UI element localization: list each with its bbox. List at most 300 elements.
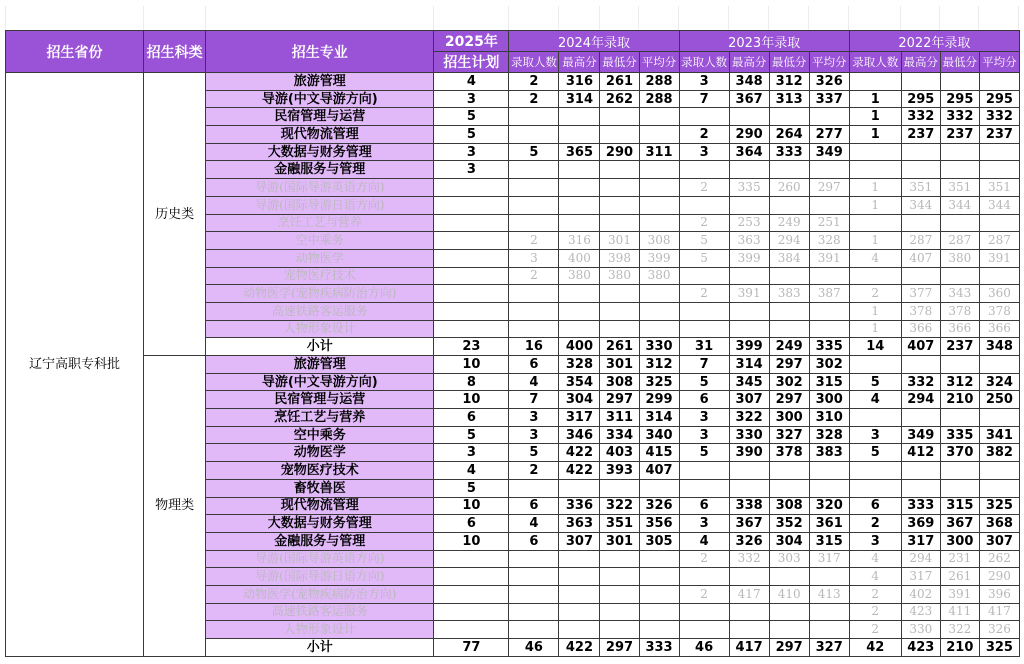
province-cell: 辽宁高职专科批	[6, 73, 144, 657]
y22-max: 332	[901, 373, 940, 391]
y23-min	[769, 462, 809, 480]
y24-count	[509, 585, 559, 603]
y22-min: 210	[940, 391, 979, 409]
table-row	[6, 356, 1020, 374]
y24-max	[559, 479, 600, 497]
y22-max: 423	[901, 603, 940, 621]
plan-count: 10	[434, 497, 509, 515]
plan-count: 6	[434, 409, 509, 427]
y22-avg: 341	[979, 426, 1019, 444]
y22-min	[940, 161, 979, 179]
y23-min: 303	[769, 550, 809, 568]
y24-avg	[639, 108, 679, 126]
major-name: 烹饪工艺与营养	[206, 214, 434, 232]
y24-min	[600, 126, 639, 144]
major-name: 旅游管理	[206, 73, 434, 91]
header-category: 招生科类	[144, 31, 206, 73]
y22-count: 1	[849, 232, 901, 250]
plan-count: 6	[434, 515, 509, 533]
y22-avg: 287	[979, 232, 1019, 250]
y23-max: 335	[729, 179, 769, 197]
y24-min: 261	[600, 73, 639, 91]
y22-max	[901, 73, 940, 91]
y23-max: 390	[729, 444, 769, 462]
y23-avg	[809, 108, 849, 126]
y24-count: 16	[509, 338, 559, 356]
y23-count: 3	[679, 143, 729, 161]
y24-min: 311	[600, 409, 639, 427]
y22-max: 344	[901, 196, 940, 214]
y24-max: 328	[559, 356, 600, 374]
major-name: 动物医学	[206, 444, 434, 462]
y22-avg: 360	[979, 285, 1019, 303]
major-name: 动物医学	[206, 249, 434, 267]
plan-count: 5	[434, 426, 509, 444]
y24-avg	[639, 568, 679, 586]
y24-avg: 340	[639, 426, 679, 444]
y22-avg: 366	[979, 320, 1019, 338]
y24-count	[509, 550, 559, 568]
y23-max: 332	[729, 550, 769, 568]
y22-count: 4	[849, 391, 901, 409]
y23-count	[679, 462, 729, 480]
y23-min: 264	[769, 126, 809, 144]
y24-avg	[639, 621, 679, 639]
y24-min	[600, 585, 639, 603]
y24-max	[559, 179, 600, 197]
y24-count: 3	[509, 426, 559, 444]
y24-avg	[639, 214, 679, 232]
y22-avg: 250	[979, 391, 1019, 409]
y24-min	[600, 285, 639, 303]
y24-min	[600, 621, 639, 639]
y23-max	[729, 462, 769, 480]
y24-min	[600, 161, 639, 179]
y22-min	[940, 73, 979, 91]
plan-count	[434, 568, 509, 586]
y22-min: 332	[940, 108, 979, 126]
y24-min	[600, 568, 639, 586]
y23-max	[729, 621, 769, 639]
y23-count	[679, 621, 729, 639]
y24-avg: 330	[639, 338, 679, 356]
header-year-2024: 2024年录取	[509, 31, 679, 52]
y24-min	[600, 550, 639, 568]
y22-avg	[979, 73, 1019, 91]
y22-max: 407	[901, 338, 940, 356]
y24-avg: 314	[639, 409, 679, 427]
y23-avg	[809, 161, 849, 179]
y24-count: 6	[509, 497, 559, 515]
y22-avg: 344	[979, 196, 1019, 214]
y23-min	[769, 603, 809, 621]
y22-max: 317	[901, 532, 940, 550]
y22-count: 1	[849, 126, 901, 144]
y24-count: 2	[509, 232, 559, 250]
y22-avg	[979, 409, 1019, 427]
y23-min: 249	[769, 338, 809, 356]
y22-max	[901, 267, 940, 285]
y22-avg: 324	[979, 373, 1019, 391]
y22-count	[849, 143, 901, 161]
y22-min: 411	[940, 603, 979, 621]
y24-count: 5	[509, 444, 559, 462]
y24-count	[509, 126, 559, 144]
y22-avg: 295	[979, 90, 1019, 108]
major-name: 动物医学(宠物疾病防治方向)	[206, 285, 434, 303]
y22-avg: 368	[979, 515, 1019, 533]
y23-count: 6	[679, 497, 729, 515]
y24-avg: 333	[639, 639, 679, 657]
y24-min: 380	[600, 267, 639, 285]
header-row-1	[6, 31, 1020, 52]
header-plan-line2: 招生计划	[434, 52, 509, 73]
major-name: 宠物医疗技术	[206, 462, 434, 480]
y23-count: 3	[679, 426, 729, 444]
plan-count	[434, 214, 509, 232]
y23-avg: 251	[809, 214, 849, 232]
y22-max	[901, 462, 940, 480]
y23-max: 348	[729, 73, 769, 91]
y23-avg: 277	[809, 126, 849, 144]
y24-count	[509, 196, 559, 214]
y22-max: 366	[901, 320, 940, 338]
plan-count	[434, 267, 509, 285]
y24-min	[600, 108, 639, 126]
y24-count: 5	[509, 143, 559, 161]
plan-count	[434, 320, 509, 338]
y24-count	[509, 214, 559, 232]
y22-max	[901, 479, 940, 497]
header-sub-max: 最高分	[559, 52, 600, 73]
y23-avg: 327	[809, 639, 849, 657]
y23-avg	[809, 603, 849, 621]
y24-avg: 288	[639, 73, 679, 91]
y24-count: 4	[509, 515, 559, 533]
y22-avg: 290	[979, 568, 1019, 586]
y24-max: 422	[559, 639, 600, 657]
plan-count	[434, 196, 509, 214]
y24-max	[559, 214, 600, 232]
y23-avg: 315	[809, 532, 849, 550]
y23-max: 417	[729, 585, 769, 603]
y22-count	[849, 462, 901, 480]
y24-min: 301	[600, 532, 639, 550]
y24-avg	[639, 196, 679, 214]
y22-count: 3	[849, 532, 901, 550]
y24-avg: 407	[639, 462, 679, 480]
y23-count	[679, 568, 729, 586]
y22-avg	[979, 143, 1019, 161]
plan-count: 5	[434, 126, 509, 144]
y22-count: 1	[849, 196, 901, 214]
y22-count: 42	[849, 639, 901, 657]
y23-min: 313	[769, 90, 809, 108]
y22-max: 333	[901, 497, 940, 515]
plan-count: 5	[434, 108, 509, 126]
y22-min: 322	[940, 621, 979, 639]
y22-max: 369	[901, 515, 940, 533]
y23-max: 367	[729, 515, 769, 533]
y24-count	[509, 603, 559, 621]
y23-avg: 315	[809, 373, 849, 391]
y23-count: 2	[679, 585, 729, 603]
plan-count	[434, 249, 509, 267]
plan-count: 5	[434, 479, 509, 497]
major-name: 畜牧兽医	[206, 479, 434, 497]
y24-count: 2	[509, 73, 559, 91]
y24-avg	[639, 479, 679, 497]
y24-count	[509, 621, 559, 639]
y23-avg: 413	[809, 585, 849, 603]
y23-max: 399	[729, 338, 769, 356]
y24-avg	[639, 161, 679, 179]
y23-avg	[809, 196, 849, 214]
y22-count	[849, 479, 901, 497]
y24-count: 46	[509, 639, 559, 657]
y24-min: 261	[600, 338, 639, 356]
header-sub-avg: 平均分	[979, 52, 1019, 73]
y24-count	[509, 479, 559, 497]
y23-avg: 328	[809, 232, 849, 250]
plan-count: 4	[434, 73, 509, 91]
major-name: 现代物流管理	[206, 126, 434, 144]
y22-max: 412	[901, 444, 940, 462]
y22-max: 330	[901, 621, 940, 639]
y23-count: 2	[679, 126, 729, 144]
y23-min	[769, 267, 809, 285]
y22-min: 380	[940, 249, 979, 267]
y24-min	[600, 603, 639, 621]
y23-min: 297	[769, 391, 809, 409]
y24-max	[559, 585, 600, 603]
y24-max	[559, 550, 600, 568]
y23-count: 5	[679, 444, 729, 462]
y24-count: 2	[509, 462, 559, 480]
y24-avg: 311	[639, 143, 679, 161]
y23-count: 3	[679, 409, 729, 427]
y22-count: 2	[849, 621, 901, 639]
y24-min	[600, 320, 639, 338]
y23-avg	[809, 302, 849, 320]
plan-count: 10	[434, 356, 509, 374]
y23-count: 4	[679, 532, 729, 550]
y24-avg: 325	[639, 373, 679, 391]
y23-min: 378	[769, 444, 809, 462]
major-name: 导游(中文导游方向)	[206, 90, 434, 108]
y23-min: 327	[769, 426, 809, 444]
y24-avg: 415	[639, 444, 679, 462]
y22-avg	[979, 267, 1019, 285]
plan-count	[434, 603, 509, 621]
y22-min: 287	[940, 232, 979, 250]
y22-count	[849, 161, 901, 179]
y23-avg: 328	[809, 426, 849, 444]
header-sub-count: 录取人数	[509, 52, 559, 73]
header-sub-count: 录取人数	[849, 52, 901, 73]
y24-max: 336	[559, 497, 600, 515]
y22-count: 1	[849, 179, 901, 197]
y22-count: 4	[849, 568, 901, 586]
y24-count: 2	[509, 90, 559, 108]
major-name: 导游(国际导游日语方向)	[206, 568, 434, 586]
y23-avg: 337	[809, 90, 849, 108]
y22-max: 402	[901, 585, 940, 603]
y23-count: 7	[679, 90, 729, 108]
y22-count: 1	[849, 108, 901, 126]
y23-count: 5	[679, 232, 729, 250]
y22-min: 315	[940, 497, 979, 515]
y24-min	[600, 179, 639, 197]
y24-max	[559, 196, 600, 214]
plan-count: 10	[434, 532, 509, 550]
y24-min: 398	[600, 249, 639, 267]
y24-min: 403	[600, 444, 639, 462]
major-name: 导游(国际导游英语方向)	[206, 179, 434, 197]
y24-min: 351	[600, 515, 639, 533]
y24-max	[559, 568, 600, 586]
y24-max: 365	[559, 143, 600, 161]
major-name: 人物形象设计	[206, 621, 434, 639]
y23-count	[679, 320, 729, 338]
y24-min	[600, 196, 639, 214]
y23-max: 399	[729, 249, 769, 267]
major-name: 动物医学(宠物疾病防治方向)	[206, 585, 434, 603]
y23-min	[769, 196, 809, 214]
y23-count	[679, 108, 729, 126]
y24-max	[559, 320, 600, 338]
y23-count	[679, 267, 729, 285]
y22-avg: 348	[979, 338, 1019, 356]
y24-max	[559, 603, 600, 621]
y24-avg	[639, 302, 679, 320]
admission-table	[5, 30, 1020, 657]
major-name: 空中乘务	[206, 232, 434, 250]
major-name: 空中乘务	[206, 426, 434, 444]
y22-min: 378	[940, 302, 979, 320]
y24-count	[509, 161, 559, 179]
major-name: 旅游管理	[206, 356, 434, 374]
y22-min	[940, 143, 979, 161]
major-name: 大数据与财务管理	[206, 515, 434, 533]
y24-max: 422	[559, 444, 600, 462]
y23-count: 5	[679, 373, 729, 391]
plan-count: 4	[434, 462, 509, 480]
y23-avg: 302	[809, 356, 849, 374]
y23-count: 2	[679, 285, 729, 303]
header-sub-max: 最高分	[729, 52, 769, 73]
y22-count: 2	[849, 603, 901, 621]
major-name: 民宿管理与运营	[206, 391, 434, 409]
header-sub-max: 最高分	[901, 52, 940, 73]
y23-max: 367	[729, 90, 769, 108]
y22-avg: 237	[979, 126, 1019, 144]
major-name: 现代物流管理	[206, 497, 434, 515]
header-sub-count: 录取人数	[679, 52, 729, 73]
major-name: 金融服务与管理	[206, 161, 434, 179]
table-row	[6, 73, 1020, 91]
y22-min: 335	[940, 426, 979, 444]
y23-max: 322	[729, 409, 769, 427]
y22-count	[849, 409, 901, 427]
y23-avg: 387	[809, 285, 849, 303]
y24-max: 346	[559, 426, 600, 444]
plan-count	[434, 302, 509, 320]
y24-avg: 356	[639, 515, 679, 533]
y24-max	[559, 302, 600, 320]
y24-max: 363	[559, 515, 600, 533]
major-name: 大数据与财务管理	[206, 143, 434, 161]
y23-min	[769, 302, 809, 320]
y24-max: 422	[559, 462, 600, 480]
y23-count: 5	[679, 249, 729, 267]
y23-avg: 297	[809, 179, 849, 197]
y23-max: 330	[729, 426, 769, 444]
y23-avg: 317	[809, 550, 849, 568]
y22-avg: 325	[979, 497, 1019, 515]
y22-count: 6	[849, 497, 901, 515]
y23-min	[769, 479, 809, 497]
y23-avg: 335	[809, 338, 849, 356]
y22-min: 300	[940, 532, 979, 550]
y22-min: 344	[940, 196, 979, 214]
y23-max	[729, 479, 769, 497]
y24-count	[509, 108, 559, 126]
y22-count: 1	[849, 302, 901, 320]
y23-avg: 300	[809, 391, 849, 409]
y23-min: 352	[769, 515, 809, 533]
y23-count	[679, 302, 729, 320]
y22-max: 295	[901, 90, 940, 108]
subtotal-label: 小计	[206, 338, 434, 356]
y22-min	[940, 409, 979, 427]
y24-avg	[639, 320, 679, 338]
y24-avg	[639, 285, 679, 303]
y24-avg: 312	[639, 356, 679, 374]
plan-count: 8	[434, 373, 509, 391]
y22-min: 295	[940, 90, 979, 108]
subtotal-label: 小计	[206, 639, 434, 657]
y23-count: 2	[679, 179, 729, 197]
y22-max	[901, 214, 940, 232]
y23-avg: 391	[809, 249, 849, 267]
y22-avg: 417	[979, 603, 1019, 621]
y24-count: 3	[509, 409, 559, 427]
y24-avg: 305	[639, 532, 679, 550]
y23-max: 417	[729, 639, 769, 657]
y23-count: 2	[679, 214, 729, 232]
y22-count	[849, 73, 901, 91]
y22-min: 261	[940, 568, 979, 586]
y22-max: 332	[901, 108, 940, 126]
y24-min: 301	[600, 356, 639, 374]
y23-min: 312	[769, 73, 809, 91]
y24-min: 322	[600, 497, 639, 515]
major-name: 民宿管理与运营	[206, 108, 434, 126]
y24-max: 307	[559, 532, 600, 550]
y23-min: 304	[769, 532, 809, 550]
y24-max: 314	[559, 90, 600, 108]
y22-max: 407	[901, 249, 940, 267]
y23-min	[769, 621, 809, 639]
y23-count: 31	[679, 338, 729, 356]
y22-max: 423	[901, 639, 940, 657]
y22-avg: 325	[979, 639, 1019, 657]
header-major: 招生专业	[206, 31, 434, 73]
y22-max	[901, 356, 940, 374]
y24-count: 2	[509, 267, 559, 285]
y23-max: 307	[729, 391, 769, 409]
